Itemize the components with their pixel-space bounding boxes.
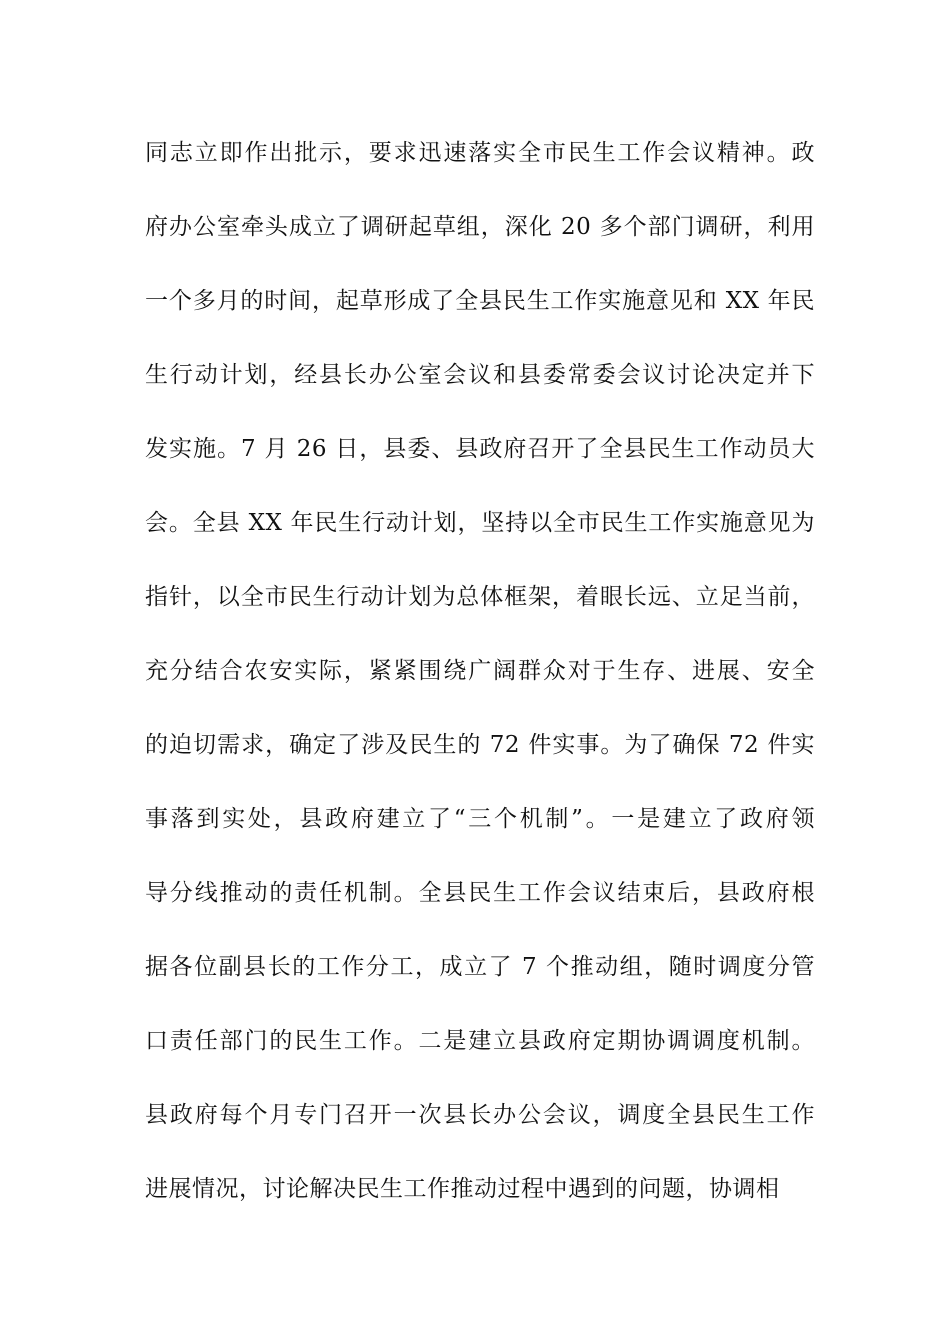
text-line: 充分结合农安实际，紧紧围绕广阔群众对于生存、进展、安全 xyxy=(145,658,815,684)
text-line: 进展情况，讨论解决民生工作推动过程中遇到的问题，协调相 xyxy=(145,1176,780,1202)
text-line: 发实施。7 月 26 日，县委、县政府召开了全县民生工作动员大 xyxy=(145,436,815,462)
text-line: 指针，以全市民生行动计划为总体框架，着眼长远、立足当前， xyxy=(145,584,815,610)
text-line: 据各位副县长的工作分工，成立了 7 个推动组，随时调度分管 xyxy=(145,954,815,980)
text-line: 一个多月的时间，起草形成了全县民生工作实施意见和 XX 年民 xyxy=(145,288,815,314)
text-line: 导分线推动的责任机制。全县民生工作会议结束后，县政府根 xyxy=(145,880,815,906)
text-line: 会。全县 XX 年民生行动计划，坚持以全市民生工作实施意见为 xyxy=(145,510,815,536)
text-line: 县政府每个月专门召开一次县长办公会议，调度全县民生工作 xyxy=(145,1102,815,1128)
text-line: 生行动计划，经县长办公室会议和县委常委会议讨论决定并下 xyxy=(145,362,815,388)
text-line: 府办公室牵头成立了调研起草组，深化 20 多个部门调研，利用 xyxy=(145,214,815,240)
body-text xyxy=(145,128,815,1238)
text-line: 事落到实处，县政府建立了“三个机制”。一是建立了政府领 xyxy=(145,806,815,832)
text-line: 同志立即作出批示，要求迅速落实全市民生工作会议精神。政 xyxy=(145,140,815,166)
text-line: 的迫切需求，确定了涉及民生的 72 件实事。为了确保 72 件实 xyxy=(145,732,815,758)
text-line: 口责任部门的民生工作。二是建立县政府定期协调调度机制。 xyxy=(145,1028,815,1054)
